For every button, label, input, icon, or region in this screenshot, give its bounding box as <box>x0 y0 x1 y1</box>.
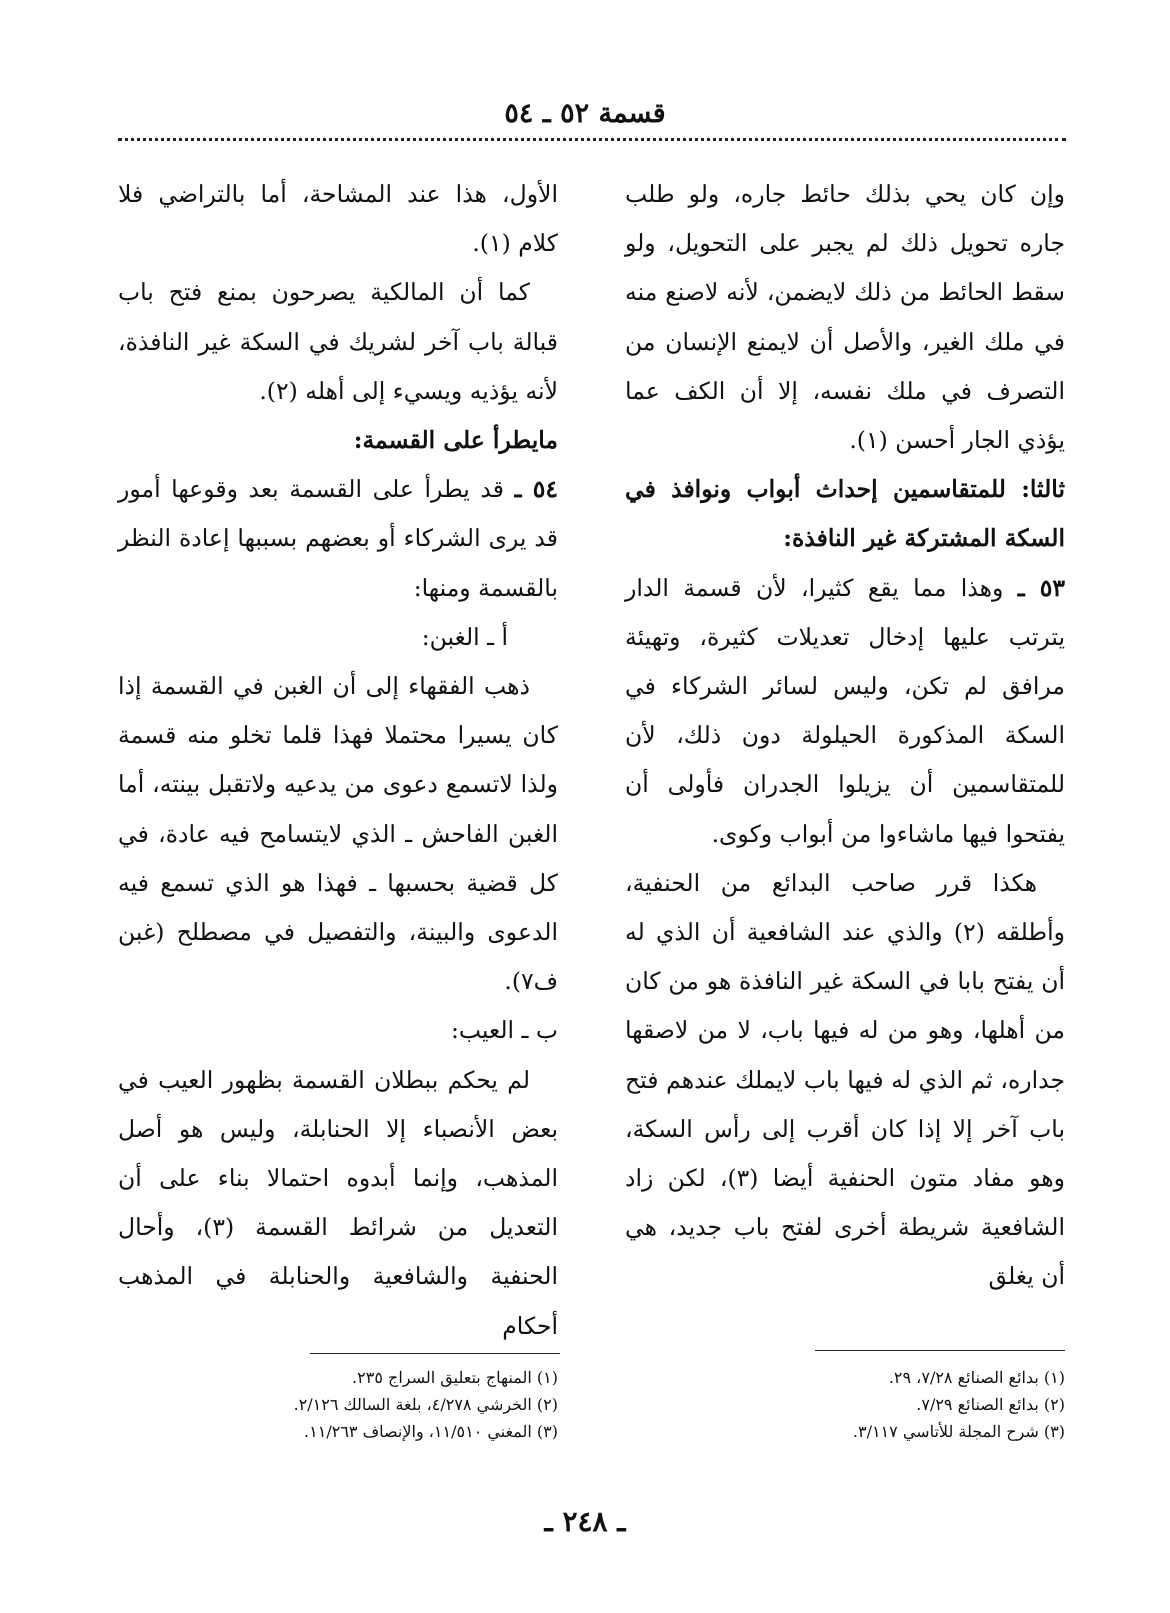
footnote-rule-left <box>310 1353 560 1354</box>
footnote: (٣) شرح المجلة للأتاسي ٣/١١٧. <box>852 1422 1065 1441</box>
paragraph <box>625 564 1065 859</box>
paragraph <box>118 465 558 613</box>
section-heading: مايطرأ على القسمة: <box>353 426 558 455</box>
paragraph-number: ٥٤ ـ <box>514 475 558 504</box>
running-head: قسمة ٥٢ ـ ٥٤ <box>504 98 666 129</box>
paragraph: الأول، هذا عند المشاحة، أما بالتراضي فلا كلام (١). <box>118 180 558 258</box>
footnote: (٢) بدائع الصنائع ٧/٢٩. <box>916 1395 1065 1414</box>
footnote: (١) بدائع الصنائع ٧/٢٨، ٢٩. <box>888 1368 1065 1387</box>
paragraph-text: قد يطرأ على القسمة بعد وقوعها أمور قد يرى الشركاء أو بعضهم بسببها إعادة النظر بالقسمة ومنها: <box>118 475 558 602</box>
paragraph-text: وهذا مما يقع كثيرا، لأن قسمة الدار يترتب عليها إدخال تعديلات كثيرة، وتهيئة مرافق لم تكن، وليس لسائر الشركاء في السكة المذكورة الحيلولة دون ذلك، لأن للمتقاسمين أن يزيلوا الجدران فأولى أن يفتحوا فيها ماشاءوا من أبواب وكوى. <box>625 573 1065 848</box>
footnote: (٢) الخرشي ٤/٢٧٨، بلغة السالك ٢/١٢٦. <box>293 1395 558 1414</box>
paragraph-number: ٥٣ ـ <box>1017 573 1065 602</box>
subheading: أ ـ الغبن: <box>421 622 508 651</box>
paragraph: وإن كان يحي بذلك حائط جاره، ولو طلب جاره تحويل ذلك لم يجبر على التحويل، ولو سقط الحائط من ذلك لايضمن، لأنه لاصنع منه في ملك الغير، والأصل أن لايمنع الإنسان من التصرف في ملك نفسه، إلا أن الكف عما يؤذي الجار أحسن (١). <box>625 180 1065 455</box>
section-heading: ثالثا: للمتقاسمين إحداث أبواب ونوافذ في السكة المشتركة غير النافذة: <box>625 475 1065 553</box>
right-column <box>625 170 1065 1302</box>
paragraph: لم يحكم ببطلان القسمة بظهور العيب في بعض الأنصباء إلا الحنابلة، وليس هو أصل المذهب، وإنما أبدوه احتمالا بناء على أن التعديل من شرائط القسمة (٣)، وأحال الحنفية والشافعية والحنابلة في المذهب أحكام <box>118 1065 558 1340</box>
paragraph: هكذا قرر صاحب البدائع من الحنفية، وأطلقه (٢) والذي عند الشافعية أن الذي له أن يفتح بابا في السكة غير النافذة هو من كان من أهلها، وهو من له فيها باب، لا من لاصقها جداره، ثم الذي له فيها باب لايملك عندهم فتح باب آخر إلا إذا كان أقرب إلى رأس السكة، وهو مفاد متون الحنفية أيضا (٣)، لكن زاد الشافعية شريطة أخرى لفتح باب جديد، هي أن يغلق <box>625 868 1066 1291</box>
footnote-rule-right <box>815 1350 1065 1351</box>
footnote: (١) المنهاج بتعليق السراج ٢٣٥. <box>352 1368 558 1387</box>
paragraph: ذهب الفقهاء إلى أن الغبن في القسمة إذا كان يسيرا محتملا فهذا قلما تخلو منه قسمة ولذا لاتسمع دعوى من يدعيه ولاتقبل بينته، أما الغبن الفاحش ـ الذي لايتسامح فيه عادة، في كل قضية بحسبها ـ فهذا هو الذي تسمع فيه الدعوى والبينة، والتفصيل في مصطلح (غبن ف٧). <box>118 672 558 996</box>
page-number: ـ ٢٤٨ ـ <box>544 1505 626 1538</box>
header-dotted-rule <box>118 138 1066 141</box>
subheading: ب ـ العيب: <box>450 1016 558 1045</box>
footnotes-right <box>625 1364 1065 1445</box>
footnotes-left <box>118 1364 558 1445</box>
footnote: (٣) المغني ١١/٥١٠، والإنصاف ١١/٢٦٣. <box>304 1422 558 1441</box>
left-column <box>118 170 558 1351</box>
paragraph: كما أن المالكية يصرحون بمنع فتح باب قبالة باب آخر لشريك في السكة غير النافذة، لأنه يؤذيه ويسيء إلى أهله (٢). <box>118 278 558 405</box>
